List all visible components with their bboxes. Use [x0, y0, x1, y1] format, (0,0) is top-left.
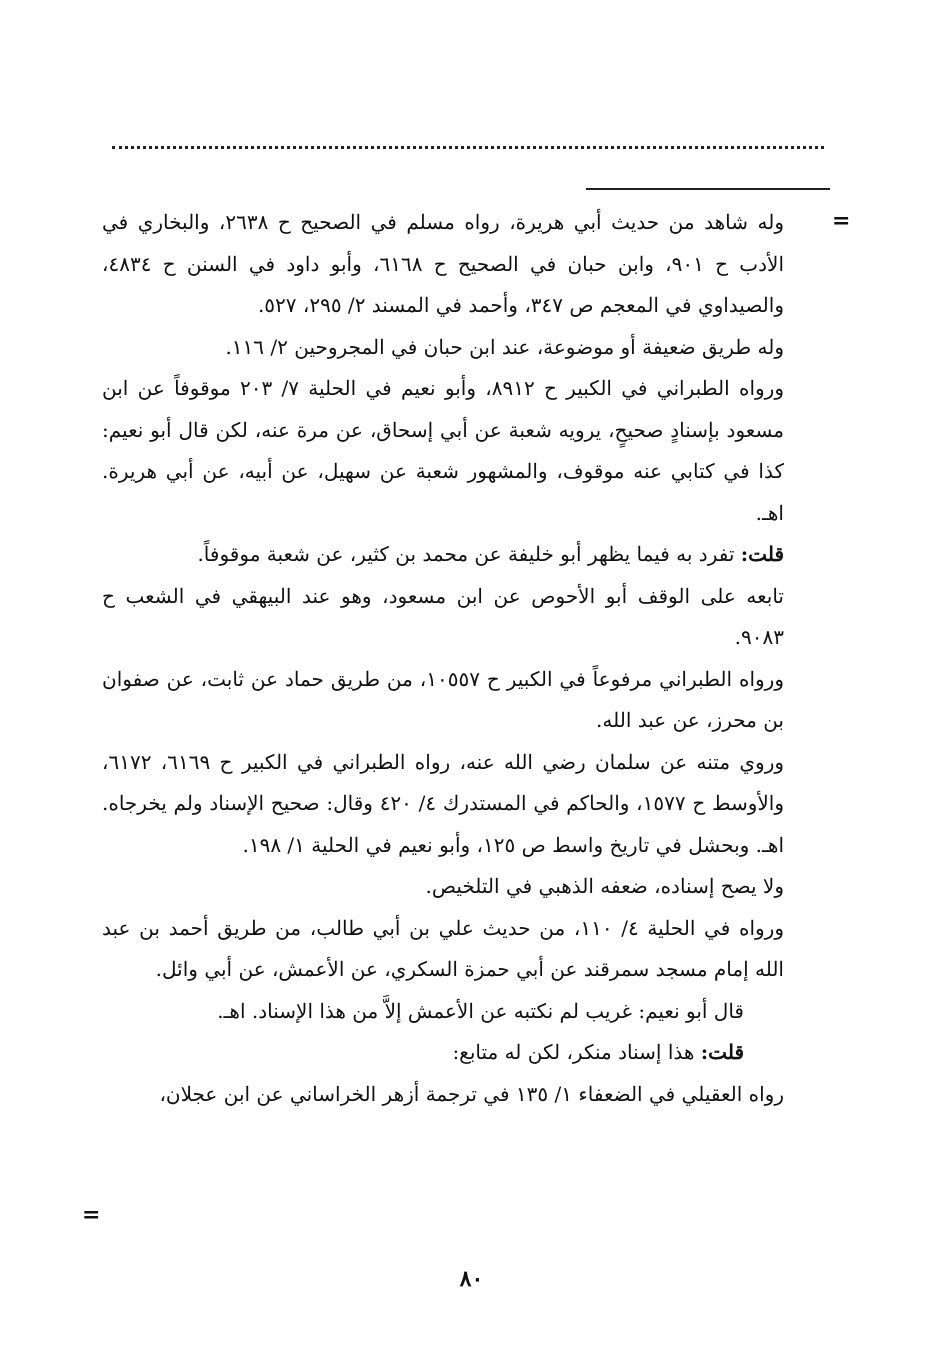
- qultu-label: قلت:: [700, 1040, 744, 1064]
- qultu-label: قلت:: [740, 542, 784, 566]
- footnote-paragraph: قال أبو نعيم: غريب لم نكتبه عن الأعمش إلاَّ من هذا الإسناد. اهـ.: [217, 998, 744, 1023]
- footnote-paragraph: ورواه الطبراني في الكبير ح ٨٩١٢، وأبو نعيم في الحلية ٧/ ٢٠٣ موقوفاً عن ابن مسعود بإسنادٍ صحيحٍ، يرويه شعبة عن أبي إسحاق، عن مرة عنه، لكن قال أبو نعيم: كذا في كتابي عنه موقوف، والمشهور شعبة عن سهيل، عن أبيه، عن أبي هريرة. اهـ.: [102, 376, 784, 525]
- footnote-paragraph: وله طريق ضعيفة أو موضوعة، عند ابن حبان في المجروحين ٢/ ١١٦.: [225, 334, 784, 359]
- footnote-paragraph: قلت: هذا إسناد منكر، لكن له متابع:: [452, 1040, 744, 1064]
- footnote-paragraph: وله شاهد من حديث أبي هريرة، رواه مسلم في الصحيح ح ٢٦٣٨، والبخاري في الأدب ح ٩٠١، وابن حبان في الصحيح ح ٦١٦٨، وأبو داود في السنن ح ٤٨٣٤، والصيداوي في المعجم ص ٣٤٧، وأحمد في المسند ٢/ ٢٩٥، ٥٢٧.: [102, 210, 784, 317]
- footnote-paragraph: ورواه الطبراني مرفوعاً في الكبير ح ١٠٥٥٧، من طريق حماد عن ثابت، عن صفوان بن محرز، عن عبد الله.: [102, 666, 784, 732]
- dotted-separator: [112, 146, 824, 149]
- continuation-mark-bottom: =: [82, 1202, 101, 1228]
- footnote-paragraph: ورواه في الحلية ٤/ ١١٠، من حديث علي بن أبي طالب، من طريق أحمد بن عبد الله إمام مسجد سمرقند عن أبي حمزة السكري، عن الأعمش، عن أبي وائل.: [102, 915, 784, 981]
- footnote-paragraph: رواه العقيلي في الضعفاء ١/ ١٣٥ في ترجمة أزهر الخراساني عن ابن عجلان،: [159, 1081, 784, 1106]
- footnote-rule: [586, 188, 830, 190]
- continuation-mark-top: =: [832, 208, 851, 234]
- footnote-paragraph: ولا يصح إسناده، ضعفه الذهبي في التلخيص.: [425, 874, 784, 898]
- footnote-text: [102, 202, 784, 1115]
- footnote-paragraph: وروي متنه عن سلمان رضي الله عنه، رواه الطبراني في الكبير ح ٦١٦٩، ٦١٧٢، والأوسط ح ١٥٧٧، والحاكم في المستدرك ٤/ ٤٢٠ وقال: صحيح الإسناد ولم يخرجاه. اهـ. وبحشل في تاريخ واسط ص ١٢٥، وأبو نعيم في الحلية ١/ ١٩٨.: [102, 749, 785, 857]
- page-number: ٨٠: [459, 1266, 484, 1292]
- footnote-paragraph: قلت: تفرد به فيما يظهر أبو خليفة عن محمد بن كثير، عن شعبة موقوفاً.: [197, 542, 784, 566]
- footnote-paragraph: تابعه على الوقف أبو الأحوص عن ابن مسعود، وهو عند البيهقي في الشعب ح ٩٠٨٣.: [102, 583, 784, 649]
